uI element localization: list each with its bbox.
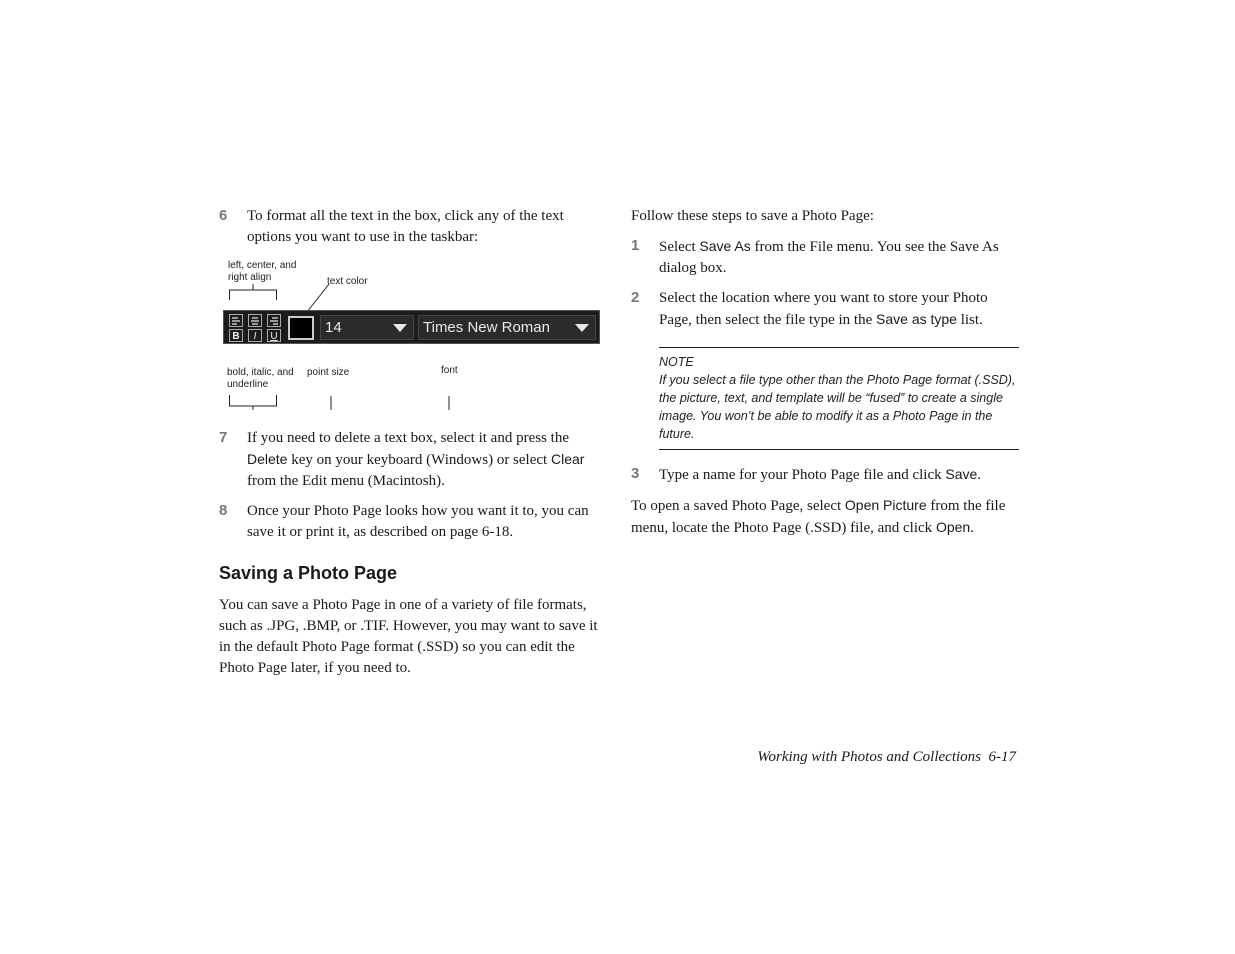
step-text: from the Edit menu (Macintosh). — [247, 473, 445, 489]
align-right-button[interactable] — [267, 314, 281, 327]
callout-text-color: text color — [327, 276, 368, 287]
step-number: 6 — [219, 207, 228, 224]
step-text: Type a name for your Photo Page file and click — [659, 467, 946, 483]
ui-term-clear: Clear — [550, 451, 585, 467]
align-left-button[interactable] — [229, 314, 243, 327]
paragraph-text: from the file menu, locate the Photo Page (.SSD) file, and click — [631, 498, 1006, 536]
step-number: 7 — [219, 429, 228, 446]
step-text: If you need to delete a text box, select it and press the — [247, 430, 569, 446]
page-footer — [757, 749, 1016, 766]
step-text: list. — [956, 312, 983, 328]
chevron-down-icon — [393, 324, 407, 332]
page-number: 6-17 — [988, 749, 1016, 765]
step-text: key on your keyboard (Windows) or select — [287, 452, 551, 468]
font-value: Times New Roman — [423, 319, 550, 336]
taskbar-figure — [219, 260, 604, 410]
step-text: Once your Photo Page looks how you want it to, you can save it or print it, as described on page 6-18. — [247, 503, 589, 540]
align-left-icon — [230, 315, 242, 326]
step-text: . — [977, 467, 982, 483]
paragraph-text: . — [970, 520, 974, 536]
text-color-swatch[interactable] — [288, 316, 314, 340]
left-column — [219, 206, 604, 688]
intro-paragraph: Follow these steps to save a Photo Page: — [631, 208, 874, 224]
ui-term-save-as: Save As — [699, 238, 751, 254]
callout-align: left, center, and right align — [228, 260, 297, 283]
bold-button[interactable]: B — [229, 329, 243, 342]
ui-term-save: Save — [945, 466, 978, 482]
step-2 — [631, 288, 1019, 331]
step-text: Select — [659, 239, 700, 255]
step-text: Select the location where you want to store your Photo Page, then select the file type in the — [659, 290, 988, 328]
right-column — [631, 206, 1019, 548]
step-number: 1 — [631, 237, 640, 254]
step-6 — [219, 206, 604, 248]
step-3 — [631, 464, 1019, 486]
point-size-value: 14 — [325, 319, 342, 336]
paragraph-text: To open a saved Photo Page, select — [631, 498, 845, 514]
ui-term-open-picture: Open Picture — [844, 497, 927, 513]
text-taskbar — [223, 310, 600, 344]
callout-point-size: point size — [307, 367, 350, 378]
step-number: 2 — [631, 289, 640, 306]
underline-button[interactable]: U — [267, 329, 281, 342]
ui-term-open: Open — [935, 519, 971, 535]
note-text: If you select a file type other than the Photo Page format (.SSD), the picture, text, and template will be “fused” to create a single image. You won’t be able to modify it as a Photo Page in the future. — [659, 373, 1016, 441]
note-label: NOTE — [659, 355, 694, 369]
align-center-button[interactable] — [248, 314, 262, 327]
ui-term-delete: Delete — [247, 451, 288, 467]
closing-paragraph — [631, 495, 1019, 539]
body-paragraph: You can save a Photo Page in one of a variety of file formats, such as .JPG, .BMP, or .TIF. However, you may want to save it in the default Photo Page format (.SSD) so you can edit the Photo Page later, if you need to. — [219, 597, 598, 676]
step-number: 8 — [219, 502, 228, 519]
chevron-down-icon — [575, 324, 589, 332]
callout-font: font — [441, 365, 458, 376]
step-7 — [219, 428, 604, 492]
ui-term-save-as-type: Save as type — [876, 311, 957, 327]
note-box — [659, 347, 1019, 450]
step-text: To format all the text in the box, click any of the text options you want to use in the taskbar: — [247, 208, 564, 245]
callout-bold-italic-underline: bold, italic, and underline — [227, 367, 294, 390]
chapter-title: Working with Photos and Collections — [757, 749, 981, 765]
align-right-icon — [268, 315, 280, 326]
step-1 — [631, 236, 1019, 279]
align-center-icon — [249, 315, 261, 326]
section-heading: Saving a Photo Page — [219, 563, 398, 583]
step-text: from the File menu. You see the Save As dialog box. — [659, 239, 999, 276]
italic-button[interactable]: I — [248, 329, 262, 342]
step-8 — [219, 501, 604, 543]
point-size-dropdown[interactable] — [320, 315, 414, 340]
font-dropdown[interactable] — [418, 315, 596, 340]
step-number: 3 — [631, 465, 640, 482]
